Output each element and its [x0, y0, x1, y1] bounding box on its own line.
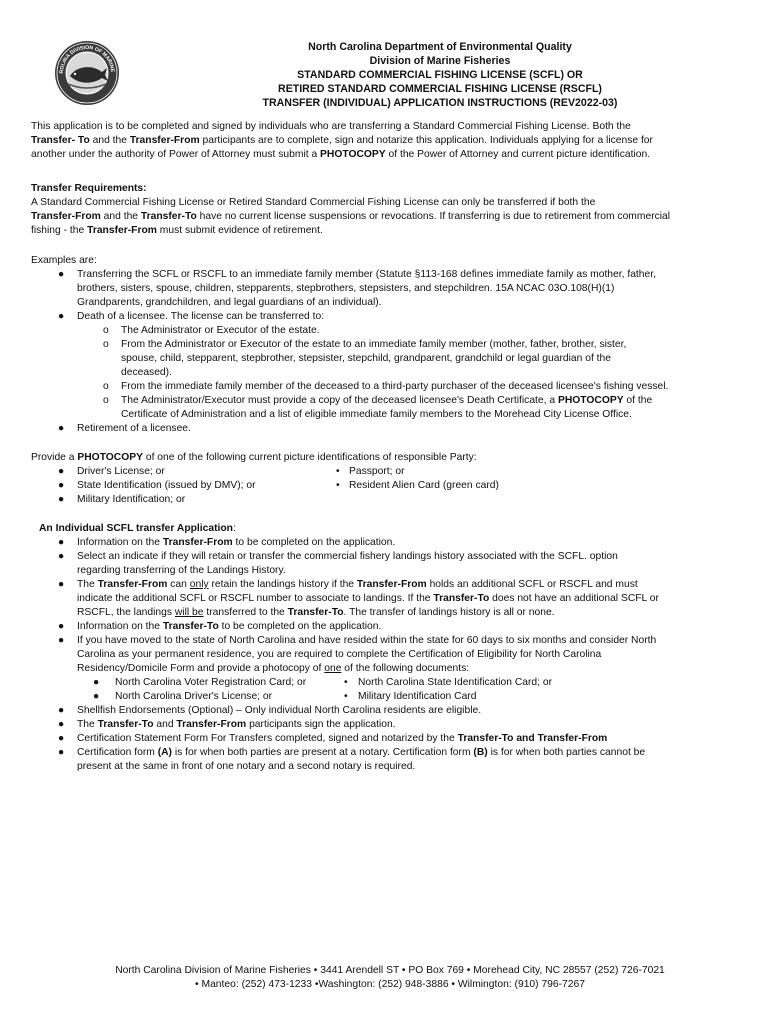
- list-item: ● Certification form (A) is for when both parties are present at a notary. Certification form (B) is for when both parties cannot be present at the same in front of one notary and a second notary is required.: [58, 747, 646, 772]
- bullet-icon: ●: [58, 719, 65, 730]
- bullet-icon: ●: [58, 551, 65, 562]
- svg-text:NORTH CAROLINA DIVISION OF MAR: ROLINA DIVISION OF MARINE: [58, 44, 116, 74]
- application-section: An Individual SCFL transfer Application: ● Information on the Transfer-From to be completed on the application. ● Select an indicate if they will retain or transfer the commercial fishery landings history associated with the SCFL. option regarding transferring of the Landings History. ● The Transfer-From can only retain the landings history if the Transfer-From holds an additional SCFL or RSCFL and must indicate the additional SCFL or RSCFL number to associate to landings. If the Transfer-To does not have an additional SCFL or RSCFL, the landings will be transferred to the Transfer-To. The transfer of landings history is all or none. ● Information on the Transfer-To to be completed on the application. ● If you have moved to the state of North Carolina and have resided within the state for 60 days to six months and consider North Carolina as your permanent residence, you are required to complete the Certification of Eligibility for North Carolina Residency/Domicile Form and provide a photocopy of one of the following documents: ● North Carolina Voter Registration Card; or • North Carolina State Identification Card; or ● North Carolina Driver's License; or • Military Identification Card ● Shellfish Endorsements (Optional) – Only individual North Carolina residents are eligible. ● The Transfer-To and Transfer-From participants sign the application. ● Certification Statement Form For Transfers completed, signed and notarized by the Transfer-To and Transfer-From ● Certification form (A) is for when both parties are present at a notary. Certification form (B) is for when both parties cannot be present at the same in front of one notary and a second notary is required.: [31, 522, 731, 774]
- list-item: ● Death of a licensee. The license can be transferred to:: [58, 311, 325, 322]
- bullet-icon: ●: [58, 311, 65, 322]
- header-department: North Carolina Department of Environmental Quality: [308, 41, 572, 53]
- circle-bullet-icon: o: [103, 381, 109, 392]
- examples-section: [31, 254, 731, 436]
- identification-section: Provide a PHOTOCOPY of one of the following current picture identifications of responsible Party: ● Driver's License; or • Passport; or ● State Identification (issued by DMV); or • Resident Alien Card (green card) ● Military Identification; or: [31, 451, 731, 507]
- header-scfl: STANDARD COMMERCIAL FISHING LICENSE (SCFL) OR: [297, 69, 583, 81]
- bullet-icon: ●: [58, 733, 65, 744]
- bullet-icon: •: [344, 677, 348, 688]
- list-item: ● Shellfish Endorsements (Optional) – Only individual North Carolina residents are eligible.: [58, 705, 482, 716]
- examples-heading: Examples are:: [31, 255, 97, 266]
- sub-list-item: o From the Administrator or Executor of the estate to an immediate family member (mother, father, brother, sister, spouse, child, stepparent, stepbrother, stepsister, stepchild, grandparent, grandchild or legal guardian of the deceased).: [103, 339, 627, 378]
- bullet-icon: ●: [93, 677, 100, 688]
- header-rscfl: RETIRED STANDARD COMMERCIAL FISHING LICENSE (RSCFL): [278, 83, 602, 95]
- document-header: [150, 40, 730, 110]
- dmf-seal-logo: [54, 40, 120, 106]
- circle-bullet-icon: o: [103, 395, 109, 406]
- bullet-icon: ●: [58, 747, 65, 758]
- bullet-icon: ●: [58, 423, 65, 434]
- footer-address: North Carolina Division of Marine Fisheries • 3441 Arendell ST • PO Box 769 • Morehead City, NC 28557 (252) 726-7021: [115, 965, 665, 976]
- bullet-icon: •: [336, 480, 340, 491]
- document-row: ● North Carolina Driver's License; or • Military Identification Card: [93, 691, 477, 702]
- list-item: ● Select an indicate if they will retain or transfer the commercial fishery landings history associated with the SCFL. option regarding transferring of the Landings History.: [58, 551, 618, 576]
- document-row: ● North Carolina Voter Registration Card; or • North Carolina State Identification Card; or: [93, 677, 553, 688]
- bullet-icon: ●: [58, 579, 65, 590]
- list-item: ● If you have moved to the state of North Carolina and have resided within the state for 60 days to six months and consider North Carolina as your permanent residence, you are required to complete the Certification of Eligibility for North Carolina Residency/Domicile Form and provide a photocopy of one of the following documents:: [58, 635, 657, 674]
- bullet-icon: ●: [58, 621, 65, 632]
- intro-paragraph: This application is to be completed and signed by individuals who are transferring a Standard Commercial Fishing License. Both the Transfer- To and the Transfer-From participants are to complete, sign and notarize this application. Individuals applying for a license for another under the authority of Power of Attorney must submit a PHOTOCOPY of the Power of Attorney and current picture identification.: [31, 121, 653, 160]
- bullet-icon: ●: [58, 537, 65, 548]
- bullet-icon: ●: [58, 635, 65, 646]
- bullet-icon: ●: [58, 269, 65, 280]
- id-row: ● Driver's License; or • Passport; or: [58, 466, 405, 477]
- footer-offices: • Manteo: (252) 473-1233 •Washington: (252) 948-3886 • Wilmington: (910) 796-7267: [195, 979, 585, 990]
- document-footer: [40, 964, 740, 992]
- sub-list-item: o The Administrator/Executor must provide a copy of the deceased licensee's Death Certificate, a PHOTOCOPY of the Certificate of Administration and a list of eligible immediate family members to the Morehead City License Office.: [103, 395, 653, 420]
- list-item: ● Retirement of a licensee.: [58, 423, 191, 434]
- header-form-title: TRANSFER (INDIVIDUAL) APPLICATION INSTRUCTIONS (REV2022-03): [262, 97, 618, 109]
- bullet-icon: •: [336, 466, 340, 477]
- bullet-icon: ●: [58, 480, 65, 491]
- requirements-heading: Transfer Requirements:: [31, 183, 147, 194]
- sub-list-item: o From the immediate family member of the deceased to a third-party purchaser of the deceased licensee's fishing vessel.: [103, 381, 669, 392]
- bullet-icon: ●: [58, 494, 65, 505]
- list-item: ● Information on the Transfer-To to be completed on the application.: [58, 621, 382, 632]
- id-row: ● Military Identification; or: [58, 494, 186, 505]
- list-item: ● The Transfer-To and Transfer-From participants sign the application.: [58, 719, 396, 730]
- bullet-icon: •: [344, 691, 348, 702]
- list-item: ● The Transfer-From can only retain the landings history if the Transfer-From holds an additional SCFL or RSCFL and must indicate the additional SCFL or RSCFL number to associate to landings. If the Transfer-To does not have an additional SCFL or RSCFL, the landings will be transferred to the Transfer-To. The transfer of landings history is all or none.: [58, 579, 659, 618]
- circle-bullet-icon: o: [103, 325, 109, 336]
- list-item: ● Information on the Transfer-From to be completed on the application.: [58, 537, 396, 548]
- bullet-icon: ●: [58, 705, 65, 716]
- id-row: ● State Identification (issued by DMV); or • Resident Alien Card (green card): [58, 480, 499, 491]
- transfer-requirements: Transfer Requirements: A Standard Commercial Fishing License or Retired Standard Commercial Fishing License can only be transferred if both the Transfer-From and the Transfer-To have no current license suspensions or revocations. If transferring is due to retirement from commercial fishing - the Transfer-From must submit evidence of retirement.: [31, 182, 731, 238]
- bullet-icon: ●: [58, 466, 65, 477]
- list-item: ● Certification Statement Form For Transfers completed, signed and notarized by the Transfer-To and Transfer-From: [58, 733, 608, 744]
- header-division: Division of Marine Fisheries: [369, 55, 511, 67]
- list-item: ● Transferring the SCFL or RSCFL to an immediate family member (Statute §113-168 defines immediate family as mother, father, brothers, sisters, spouse, children, stepparents, stepbrothers, stepsisters, and stepchildren. 15A NCAC 03O.108(H)(1) Grandparents, grandchildren, and legal guardians of an individual).: [58, 269, 656, 308]
- circle-bullet-icon: o: [103, 339, 109, 350]
- sub-list-item: o The Administrator or Executor of the estate.: [103, 325, 320, 336]
- bullet-icon: ●: [93, 691, 100, 702]
- application-heading: An Individual SCFL transfer Application: [39, 523, 233, 534]
